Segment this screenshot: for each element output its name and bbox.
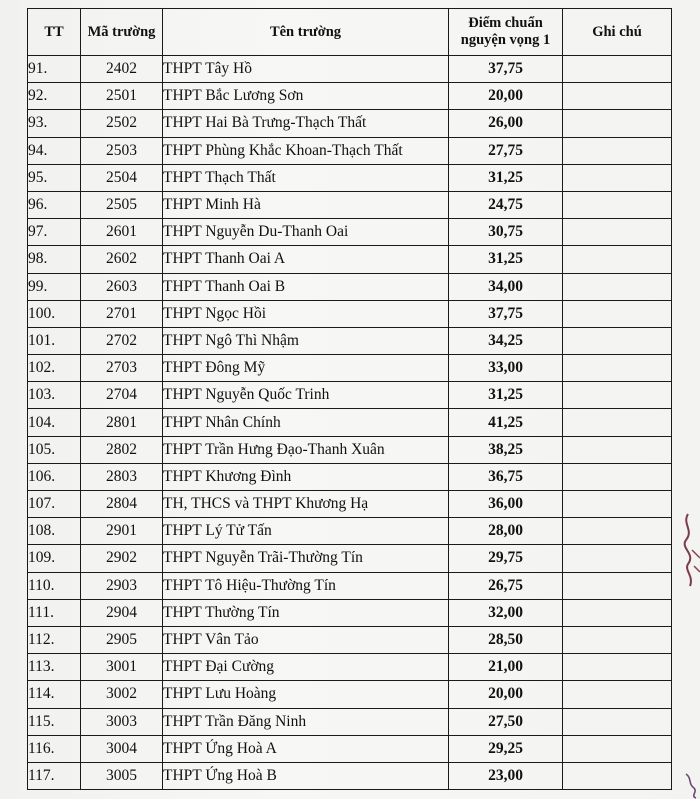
admission-score: 34,00	[449, 273, 563, 300]
row-number: 111.	[28, 599, 81, 626]
table-row	[28, 219, 672, 246]
school-code: 2803	[81, 463, 163, 490]
school-name: THPT Khương Đình	[163, 463, 449, 490]
table-row	[28, 137, 672, 164]
admission-score: 29,75	[449, 545, 563, 572]
school-code: 2603	[81, 273, 163, 300]
note	[563, 219, 672, 246]
school-code: 2601	[81, 219, 163, 246]
school-name: THPT Đại Cường	[163, 654, 449, 681]
table-row	[28, 572, 672, 599]
row-number: 109.	[28, 545, 81, 572]
row-number: 112.	[28, 626, 81, 653]
table-row	[28, 545, 672, 572]
school-code: 2602	[81, 246, 163, 273]
admission-score: 27,75	[449, 137, 563, 164]
note	[563, 56, 672, 83]
table-row	[28, 56, 672, 83]
row-number: 107.	[28, 491, 81, 518]
note	[563, 273, 672, 300]
table-row	[28, 463, 672, 490]
table-row	[28, 436, 672, 463]
school-code: 2904	[81, 599, 163, 626]
school-name: THPT Thường Tín	[163, 599, 449, 626]
table-row	[28, 654, 672, 681]
note	[563, 545, 672, 572]
row-number: 105.	[28, 436, 81, 463]
table-row	[28, 626, 672, 653]
table-row	[28, 191, 672, 218]
note	[563, 681, 672, 708]
school-name: THPT Ngọc Hồi	[163, 300, 449, 327]
admission-score: 37,75	[449, 56, 563, 83]
row-number: 98.	[28, 246, 81, 273]
table-header-row	[28, 9, 672, 56]
note	[563, 246, 672, 273]
table-row	[28, 708, 672, 735]
note	[563, 83, 672, 110]
note	[563, 327, 672, 354]
school-name: THPT Nguyễn Du-Thanh Oai	[163, 219, 449, 246]
school-name: THPT Vân Tảo	[163, 626, 449, 653]
row-number: 106.	[28, 463, 81, 490]
header-score: Điểm chuẩn nguyện vọng 1	[449, 9, 563, 56]
school-name: THPT Tây Hồ	[163, 56, 449, 83]
table-row	[28, 491, 672, 518]
note	[563, 518, 672, 545]
school-code: 2902	[81, 545, 163, 572]
school-code: 3002	[81, 681, 163, 708]
row-number: 94.	[28, 137, 81, 164]
note	[563, 191, 672, 218]
row-number: 115.	[28, 708, 81, 735]
table-row	[28, 300, 672, 327]
school-name: THPT Lưu Hoàng	[163, 681, 449, 708]
admission-score: 36,75	[449, 463, 563, 490]
school-code: 2702	[81, 327, 163, 354]
header-note: Ghi chú	[563, 9, 672, 56]
school-name: THPT Minh Hà	[163, 191, 449, 218]
school-name: THPT Tô Hiệu-Thường Tín	[163, 572, 449, 599]
admission-score: 41,25	[449, 409, 563, 436]
admission-score: 34,25	[449, 327, 563, 354]
admission-score: 37,75	[449, 300, 563, 327]
note	[563, 654, 672, 681]
table-row	[28, 382, 672, 409]
note	[563, 110, 672, 137]
note	[563, 463, 672, 490]
row-number: 91.	[28, 56, 81, 83]
admission-score: 31,25	[449, 164, 563, 191]
row-number: 95.	[28, 164, 81, 191]
admission-score: 26,00	[449, 110, 563, 137]
school-code: 2503	[81, 137, 163, 164]
school-code: 2502	[81, 110, 163, 137]
table-row	[28, 273, 672, 300]
admission-score: 23,00	[449, 762, 563, 789]
note	[563, 708, 672, 735]
table-row	[28, 164, 672, 191]
school-name: THPT Nguyễn Trãi-Thường Tín	[163, 545, 449, 572]
note	[563, 164, 672, 191]
note	[563, 735, 672, 762]
table-row	[28, 355, 672, 382]
school-name: THPT Hai Bà Trưng-Thạch Thất	[163, 110, 449, 137]
school-code: 2905	[81, 626, 163, 653]
admission-score: 28,50	[449, 626, 563, 653]
row-number: 116.	[28, 735, 81, 762]
row-number: 92.	[28, 83, 81, 110]
admission-score: 36,00	[449, 491, 563, 518]
header-school-name: Tên trường	[163, 9, 449, 56]
admission-score: 27,50	[449, 708, 563, 735]
school-name: THPT Lý Tử Tấn	[163, 518, 449, 545]
note	[563, 762, 672, 789]
table-row	[28, 735, 672, 762]
table-row	[28, 518, 672, 545]
school-code: 2402	[81, 56, 163, 83]
school-name: THPT Đông Mỹ	[163, 355, 449, 382]
admission-score-table	[27, 8, 672, 790]
note	[563, 436, 672, 463]
note	[563, 137, 672, 164]
header-school-code: Mã trường	[81, 9, 163, 56]
row-number: 110.	[28, 572, 81, 599]
table-body	[28, 56, 672, 790]
school-code: 3005	[81, 762, 163, 789]
school-code: 2802	[81, 436, 163, 463]
school-name: THPT Bắc Lương Sơn	[163, 83, 449, 110]
header-tt: TT	[28, 9, 81, 56]
school-code: 3003	[81, 708, 163, 735]
table-row	[28, 83, 672, 110]
row-number: 103.	[28, 382, 81, 409]
admission-score: 20,00	[449, 83, 563, 110]
row-number: 93.	[28, 110, 81, 137]
school-name: TH, THCS và THPT Khương Hạ	[163, 491, 449, 518]
admission-score: 32,00	[449, 599, 563, 626]
row-number: 117.	[28, 762, 81, 789]
school-name: THPT Thanh Oai B	[163, 273, 449, 300]
signature-tail-icon	[684, 770, 700, 799]
school-code: 2504	[81, 164, 163, 191]
school-code: 2704	[81, 382, 163, 409]
school-name: THPT Ứng Hoà B	[163, 762, 449, 789]
row-number: 114.	[28, 681, 81, 708]
signature-mark-icon	[680, 510, 700, 590]
school-name: THPT Nhân Chính	[163, 409, 449, 436]
school-code: 2903	[81, 572, 163, 599]
school-code: 2901	[81, 518, 163, 545]
note	[563, 300, 672, 327]
admission-score: 33,00	[449, 355, 563, 382]
row-number: 113.	[28, 654, 81, 681]
row-number: 104.	[28, 409, 81, 436]
table-row	[28, 327, 672, 354]
admission-score: 31,25	[449, 246, 563, 273]
school-name: THPT Phùng Khắc Khoan-Thạch Thất	[163, 137, 449, 164]
table-row	[28, 762, 672, 789]
row-number: 101.	[28, 327, 81, 354]
table-row	[28, 246, 672, 273]
admission-score: 31,25	[449, 382, 563, 409]
admission-score: 38,25	[449, 436, 563, 463]
school-code: 3001	[81, 654, 163, 681]
admission-score: 28,00	[449, 518, 563, 545]
note	[563, 355, 672, 382]
school-code: 2703	[81, 355, 163, 382]
note	[563, 626, 672, 653]
note	[563, 382, 672, 409]
admission-score: 21,00	[449, 654, 563, 681]
school-code: 2701	[81, 300, 163, 327]
table-row	[28, 681, 672, 708]
admission-score: 30,75	[449, 219, 563, 246]
row-number: 96.	[28, 191, 81, 218]
table-row	[28, 110, 672, 137]
admission-score: 24,75	[449, 191, 563, 218]
school-name: THPT Ngô Thì Nhậm	[163, 327, 449, 354]
row-number: 99.	[28, 273, 81, 300]
school-code: 2501	[81, 83, 163, 110]
row-number: 108.	[28, 518, 81, 545]
admission-score: 29,25	[449, 735, 563, 762]
row-number: 102.	[28, 355, 81, 382]
row-number: 100.	[28, 300, 81, 327]
school-code: 2505	[81, 191, 163, 218]
school-code: 2804	[81, 491, 163, 518]
note	[563, 572, 672, 599]
note	[563, 409, 672, 436]
note	[563, 491, 672, 518]
admission-score: 26,75	[449, 572, 563, 599]
admission-score: 20,00	[449, 681, 563, 708]
school-name: THPT Thanh Oai A	[163, 246, 449, 273]
school-name: THPT Thạch Thất	[163, 164, 449, 191]
row-number: 97.	[28, 219, 81, 246]
school-code: 3004	[81, 735, 163, 762]
school-name: THPT Trần Hưng Đạo-Thanh Xuân	[163, 436, 449, 463]
school-name: THPT Nguyễn Quốc Trinh	[163, 382, 449, 409]
school-code: 2801	[81, 409, 163, 436]
note	[563, 599, 672, 626]
school-name: THPT Ứng Hoà A	[163, 735, 449, 762]
table-row	[28, 599, 672, 626]
school-name: THPT Trần Đăng Ninh	[163, 708, 449, 735]
table-row	[28, 409, 672, 436]
